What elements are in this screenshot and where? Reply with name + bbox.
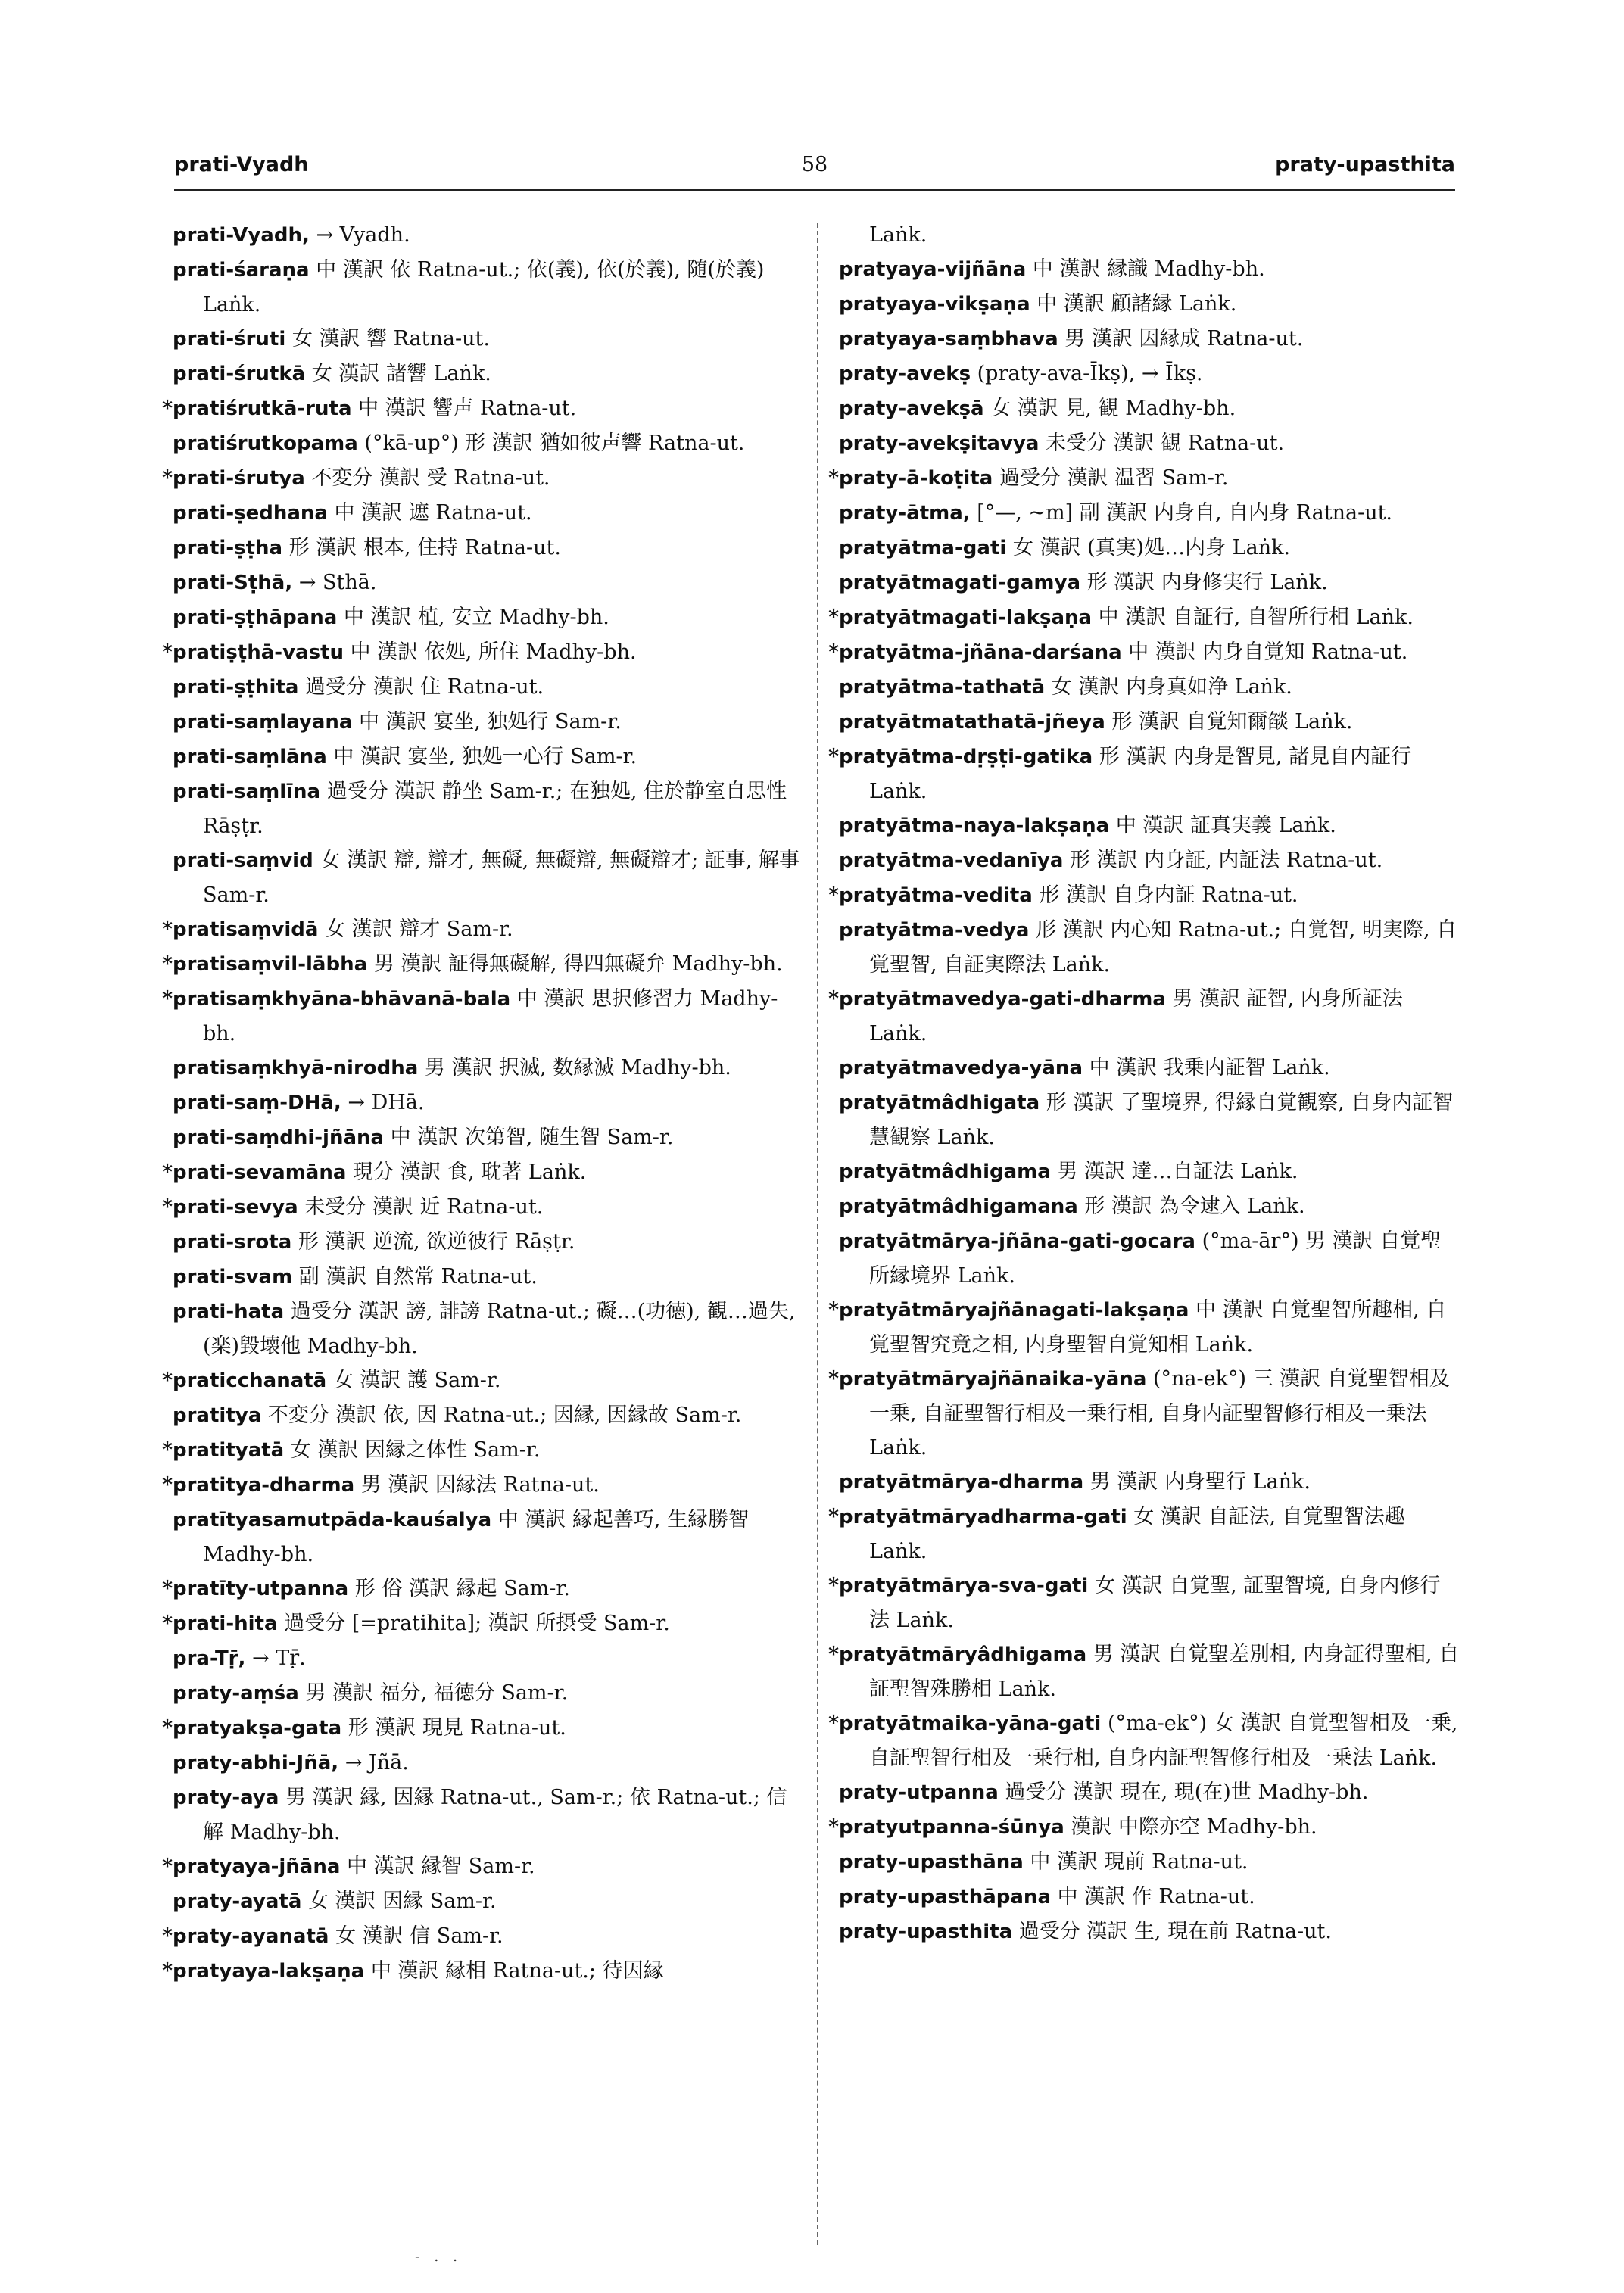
dictionary-entry [173, 774, 801, 843]
entry-gloss: 中 漢訳 自証行, 自智所行相 Laṅk. [1098, 606, 1414, 629]
entry-gloss: 男 漢訳 証得無礙解, 得四無礙弁 Madhy-bh. [373, 952, 783, 976]
entry-gloss: 未受分 漢訳 近 Ratna-ut. [304, 1195, 544, 1219]
dictionary-entry [828, 1500, 1460, 1569]
entry-headword: pratītyasamutpāda-kauśalya [173, 1509, 492, 1531]
entry-marker: * [162, 1473, 173, 1497]
entry-gloss: 男 漢訳 因縁成 Ratna-ut. [1064, 327, 1304, 350]
dictionary-entry [162, 635, 801, 670]
dictionary-entry [162, 982, 801, 1051]
entry-headword: praty-utpanna [839, 1781, 999, 1804]
entry-gloss: (°kā-up°) 形 漢訳 猶如彼声響 Ratna-ut. [364, 431, 745, 455]
entry-gloss: 不変分 漢訳 受 Ratna-ut. [311, 466, 550, 490]
dictionary-entry [162, 1433, 801, 1468]
entry-headword: prati-ṣṭha [173, 537, 283, 559]
dictionary-entry [828, 600, 1460, 635]
dictionary-entry [162, 1190, 801, 1225]
entry-marker: * [162, 640, 173, 664]
dictionary-entry [173, 1884, 801, 1919]
entry-gloss: 中 漢訳 縁起善巧, 生縁勝智 Madhy-bh. [203, 1508, 750, 1566]
entry-gloss: 女 漢訳 内身真如浄 Laṅk. [1051, 675, 1292, 699]
entry-headword: praty-upasthita [839, 1921, 1013, 1943]
entry-gloss: → Sthā. [298, 571, 377, 594]
dictionary-entry [173, 1676, 801, 1711]
dictionary-entry [839, 1154, 1460, 1189]
dictionary-entry [839, 705, 1460, 740]
entry-gloss: 女 漢訳 見, 観 Madhy-bh. [990, 397, 1236, 420]
entry-gloss: 中 漢訳 依 Ratna-ut.; 依(義), 依(於義), 随(於義) Laṅk. [203, 258, 765, 316]
entry-headword: pratyātmaika-yāna-gati [839, 1712, 1102, 1735]
entry-headword: pratyaya-saṃbhava [839, 328, 1058, 350]
entry-headword: pratisaṃvidā [173, 918, 319, 941]
entry-headword: pratyātma-vedya [839, 919, 1030, 942]
entry-headword: prati-Vyadh, [173, 224, 310, 247]
dictionary-entry [828, 1293, 1460, 1362]
dictionary-entry [173, 253, 801, 322]
dictionary-entry [839, 808, 1460, 843]
dictionary-entry [839, 1465, 1460, 1500]
dictionary-entry [828, 1810, 1460, 1845]
dictionary-entry [173, 670, 801, 705]
entry-gloss: 形 漢訳 自覚知爾燄 Laṅk. [1111, 710, 1353, 734]
entry-gloss: 女 漢訳 辯, 辯才, 無礙, 無礙辯, 無礙辯才; 証事, 解事 Sam-r. [203, 849, 800, 907]
dictionary-entry [162, 947, 801, 982]
entry-headword: pratyātma-jñāna-darśana [839, 641, 1122, 664]
entry-gloss: 男 漢訳 達…自証法 Laṅk. [1057, 1160, 1298, 1183]
entry-gloss: 中 漢訳 縁相 Ratna-ut.; 待因縁 [370, 1959, 664, 1983]
entry-marker: * [162, 1924, 173, 1948]
dictionary-entry [162, 461, 801, 496]
dictionary-entry [173, 496, 801, 531]
entry-gloss: (°ma-ār°) 男 漢訳 自覚聖所縁境界 Laṅk. [869, 1229, 1442, 1288]
entry-gloss: 中 漢訳 思択修習力 Madhy-bh. [203, 987, 778, 1045]
dictionary-entry [839, 843, 1460, 878]
entry-headword: pratyātmâdhigamana [839, 1195, 1078, 1218]
entry-headword: prati-hata [173, 1301, 285, 1323]
entry-headword: praty-ayanatā [173, 1925, 329, 1948]
entry-marker: * [162, 1959, 173, 1983]
entry-gloss: 中 漢訳 植, 安立 Madhy-bh. [343, 606, 609, 629]
entry-headword: pratyātma-naya-lakṣaṇa [839, 815, 1110, 837]
entry-gloss: → Tṝ. [251, 1647, 306, 1670]
dictionary-entry [839, 1775, 1460, 1810]
entry-gloss: 女 漢訳 辯才 Sam-r. [325, 918, 513, 941]
dictionary-entry [839, 1224, 1460, 1293]
entry-gloss: 女 漢訳 響 Ratna-ut. [291, 327, 490, 350]
entry-headword: prati-saṃlayana [173, 711, 353, 734]
dictionary-entry [839, 287, 1460, 322]
entry-marker: * [828, 606, 840, 629]
entry-gloss: 中 漢訳 宴坐, 独処一心行 Sam-r. [333, 745, 637, 768]
dictionary-entry [162, 912, 801, 947]
entry-gloss: 男 漢訳 因縁法 Ratna-ut. [360, 1473, 600, 1497]
footer-mark: - . . [415, 2247, 463, 2265]
entry-headword: prati-sevya [173, 1196, 298, 1219]
dictionary-entry [162, 1711, 801, 1746]
dictionary-entry [828, 461, 1460, 496]
entry-gloss: 女 漢訳 諸響 Laṅk. [311, 362, 491, 385]
dictionary-entry [173, 1641, 801, 1676]
entry-headword: prati-srota [173, 1231, 292, 1254]
entry-gloss: 中 漢訳 宴坐, 独処行 Sam-r. [359, 710, 622, 734]
dictionary-entry [828, 1362, 1460, 1465]
entry-gloss: 形 漢訳 内身証, 内証法 Ratna-ut. [1070, 849, 1383, 872]
dictionary-entry [173, 565, 801, 600]
entry-gloss: 中 漢訳 現前 Ratna-ut. [1030, 1850, 1248, 1874]
entry-headword: praty-aṃśa [173, 1682, 299, 1705]
dictionary-entry [173, 1120, 801, 1155]
dictionary-entry [839, 322, 1460, 357]
entry-marker: * [162, 952, 173, 976]
page-number: 58 [801, 153, 828, 176]
entry-gloss: 形 漢訳 現見 Ratna-ut. [348, 1716, 566, 1740]
entry-gloss: 中 漢訳 顧諸縁 Laṅk. [1036, 292, 1237, 316]
entry-gloss: → DHā. [348, 1091, 425, 1114]
dictionary-entry [839, 1051, 1460, 1086]
dictionary-entry [828, 740, 1460, 808]
entry-marker: * [162, 1195, 173, 1219]
entry-headword: prati-śrutya [173, 467, 305, 490]
entry-marker: * [828, 1367, 840, 1391]
dictionary-entry [173, 740, 801, 774]
dictionary-entry [839, 1086, 1460, 1154]
dictionary-entry [173, 426, 801, 461]
entry-gloss: 女 漢訳 因縁 Sam-r. [307, 1890, 497, 1913]
dictionary-entry [173, 357, 801, 391]
entry-headword: prati-saṃlīna [173, 780, 321, 803]
entry-headword: praty-ā-koṭita [839, 467, 993, 490]
entry-gloss: 過受分 漢訳 住 Ratna-ut. [305, 675, 544, 699]
entry-headword: prati-Sṭhā, [173, 572, 293, 594]
dictionary-entry [162, 1363, 801, 1398]
entry-gloss: 男 漢訳 証智, 内身所証法 Laṅk. [869, 987, 1403, 1045]
entry-gloss: 現分 漢訳 食, 耽著 Laṅk. [353, 1161, 587, 1184]
dictionary-entry [839, 252, 1460, 287]
entry-headword: praticchanatā [173, 1369, 327, 1392]
dictionary-entry [839, 218, 1460, 252]
dictionary-entry [828, 982, 1460, 1051]
dictionary-entry [162, 1572, 801, 1606]
entry-headword: pratyātmagati-lakṣaṇa [839, 606, 1093, 629]
entry-gloss: 中 漢訳 縁智 Sam-r. [347, 1855, 535, 1878]
entry-headword: pratyātmāryadharma-gati [839, 1506, 1127, 1528]
entry-headword: prati-saṃ-DHā, [173, 1092, 341, 1114]
entry-gloss: 中 漢訳 次第智, 随生智 Sam-r. [390, 1126, 674, 1149]
entry-marker: * [162, 1438, 173, 1462]
entry-headword: prati-ṣṭhita [173, 676, 299, 699]
right-column [828, 218, 1460, 2262]
entry-gloss: 女 漢訳 自証法, 自覚聖智法趣 Laṅk. [869, 1505, 1405, 1563]
entry-gloss: Laṅk. [869, 223, 927, 247]
entry-marker: * [162, 1855, 173, 1878]
entry-marker: * [828, 1505, 840, 1528]
entry-gloss: 過受分 漢訳 現在, 現(在)世 Madhy-bh. [1005, 1781, 1369, 1804]
entry-marker: * [162, 1716, 173, 1740]
dictionary-entry [173, 1086, 801, 1120]
entry-headword: pratyātma-tathatā [839, 676, 1046, 699]
dictionary-entry [173, 531, 801, 565]
entry-headword: praty-abhi-Jñā, [173, 1752, 339, 1774]
dictionary-entry [839, 1880, 1460, 1914]
entry-gloss: → Vyadh. [316, 223, 410, 247]
entry-gloss: 男 漢訳 縁, 因縁 Ratna-ut., Sam-r.; 依 Ratna-ut.; 信解 Madhy-bh. [203, 1786, 787, 1844]
dictionary-entry [839, 565, 1460, 600]
entry-headword: prati-hita [173, 1612, 278, 1635]
dictionary-entry [828, 1569, 1460, 1637]
dictionary-entry [162, 1155, 801, 1190]
entry-gloss: 形 俗 漢訳 縁起 Sam-r. [354, 1577, 570, 1600]
entry-gloss: 漢訳 中際亦空 Madhy-bh. [1071, 1815, 1317, 1839]
entry-headword: pratisaṃvil-lābha [173, 953, 368, 976]
entry-gloss: 中 漢訳 我乗内証智 Laṅk. [1089, 1056, 1330, 1080]
dictionary-entry [839, 1914, 1460, 1949]
entry-gloss: 不変分 漢訳 依, 因 Ratna-ut.; 因縁, 因縁故 Sam-r. [267, 1404, 742, 1427]
dictionary-entry [162, 1468, 801, 1503]
entry-gloss: 形 漢訳 了聖境界, 得縁自覚観察, 自身内証智慧観察 Laṅk. [869, 1091, 1454, 1149]
entry-gloss: 女 漢訳 信 Sam-r. [335, 1924, 503, 1948]
entry-headword: prati-saṃvid [173, 849, 313, 872]
entry-marker: * [828, 1298, 840, 1322]
entry-headword: pratisaṃkhyāna-bhāvanā-bala [173, 988, 511, 1011]
entry-marker: * [828, 1712, 840, 1735]
entry-gloss: 男 漢訳 択滅, 数縁滅 Madhy-bh. [424, 1056, 731, 1080]
dictionary-entry [162, 1849, 801, 1884]
entry-headword: pratyātmārya-jñāna-gati-gocara [839, 1230, 1195, 1253]
entry-headword: pratyaya-vikṣaṇa [839, 293, 1030, 316]
entry-headword: pratyātmāryajñānaika-yāna [839, 1368, 1147, 1391]
entry-marker: * [162, 466, 173, 490]
dictionary-entry [173, 1225, 801, 1260]
entry-headword: pratyātmavedya-yāna [839, 1057, 1083, 1080]
entry-marker: * [162, 1577, 173, 1600]
entry-headword: pratityatā [173, 1439, 285, 1462]
entry-headword: pratitya [173, 1404, 262, 1427]
entry-gloss: 中 漢訳 証真実義 Laṅk. [1115, 814, 1336, 837]
entry-headword: pratiśrutkopama [173, 432, 358, 455]
entry-headword: pratisaṃkhyā-nirodha [173, 1057, 419, 1080]
entry-headword: pratyātmatathatā-jñeya [839, 711, 1105, 734]
entry-headword: pratyātmāryajñānagati-lakṣaṇa [839, 1299, 1189, 1322]
entry-gloss: 中 漢訳 作 Ratna-ut. [1057, 1885, 1255, 1908]
entry-headword: pratyātmavedya-gati-dharma [839, 988, 1166, 1011]
entry-headword: praty-ātma, [839, 502, 971, 525]
entry-headword: prati-śrutkā [173, 363, 306, 385]
dictionary-entry [162, 1919, 801, 1954]
left-column [162, 218, 801, 2262]
entry-headword: praty-aya [173, 1787, 279, 1809]
entry-gloss: 形 漢訳 内身修実行 Laṅk. [1086, 571, 1328, 594]
entry-gloss: 女 漢訳 自覚聖, 証聖智境, 自身内修行法 Laṅk. [869, 1574, 1441, 1632]
dictionary-entry [839, 496, 1460, 531]
entry-headword: prati-saṃdhi-jñāna [173, 1126, 385, 1149]
dictionary-entry [173, 218, 801, 253]
dictionary-entry [828, 1637, 1460, 1706]
entry-gloss: 形 漢訳 自身内証 Ratna-ut. [1039, 883, 1298, 907]
entry-gloss: 過受分 漢訳 温習 Sam-r. [999, 466, 1229, 490]
entry-headword: prati-saṃlāna [173, 746, 327, 768]
entry-headword: prati-svam [173, 1266, 293, 1288]
entry-headword: praty-avekṣ [839, 363, 971, 385]
entry-gloss: 男 漢訳 福分, 福徳分 Sam-r. [305, 1681, 569, 1705]
entry-gloss: 形 漢訳 内身是智見, 諸見自内証行 Laṅk. [869, 745, 1412, 803]
entry-headword: prati-sevamāna [173, 1161, 347, 1184]
entry-gloss: 副 漢訳 自然常 Ratna-ut. [298, 1265, 538, 1288]
entry-gloss: 過受分 [=pratihita]; 漢訳 所摂受 Sam-r. [284, 1612, 670, 1635]
entry-gloss: 男 漢訳 内身聖行 Laṅk. [1089, 1470, 1311, 1494]
dictionary-entry [839, 426, 1460, 461]
entry-headword: pratyakṣa-gata [173, 1717, 342, 1740]
entry-gloss: 過受分 漢訳 謗, 誹謗 Ratna-ut.; 礙…(功徳), 観…過失, (楽)毀壊他 Madhy-bh. [203, 1300, 796, 1358]
entry-headword: praty-ayatā [173, 1890, 302, 1913]
entry-headword: pratyātmâdhigama [839, 1161, 1051, 1183]
entry-headword: prati-ṣedhana [173, 502, 328, 525]
entry-gloss: 過受分 漢訳 生, 現在前 Ratna-ut. [1018, 1920, 1332, 1943]
entry-headword: praty-upasthāpana [839, 1886, 1051, 1908]
entry-headword: prati-ṣṭhāpana [173, 606, 338, 629]
entry-gloss: 形 漢訳 根本, 住持 Ratna-ut. [288, 536, 561, 559]
page-header [174, 153, 1455, 191]
entry-gloss: 男 漢訳 自覚聖差別相, 内身証得聖相, 自証聖智殊勝相 Laṅk. [869, 1643, 1460, 1701]
entry-gloss: 中 漢訳 依処, 所住 Madhy-bh. [350, 640, 637, 664]
dictionary-entry [173, 1746, 801, 1781]
dictionary-entry [173, 1503, 801, 1572]
entry-marker: * [162, 1369, 173, 1392]
entry-marker: * [162, 397, 173, 420]
entry-gloss: → Jñā. [344, 1751, 409, 1774]
dictionary-entry [173, 1781, 801, 1849]
entry-gloss: 女 漢訳 護 Sam-r. [332, 1369, 501, 1392]
entry-gloss: 中 漢訳 縁識 Madhy-bh. [1032, 257, 1265, 281]
entry-headword: praty-avekṣā [839, 397, 984, 420]
dictionary-entry [173, 705, 801, 740]
entry-marker: * [828, 1643, 840, 1666]
dictionary-entry [173, 1294, 801, 1363]
dictionary-entry [839, 670, 1460, 705]
entry-marker: * [828, 466, 840, 490]
dictionary-entry [828, 635, 1460, 670]
dictionary-entry [828, 1706, 1460, 1775]
entry-gloss: 女 漢訳 (真実)処…内身 Laṅk. [1012, 536, 1291, 559]
entry-marker: * [828, 1815, 840, 1839]
entry-headword: pratyātmagati-gamya [839, 572, 1080, 594]
entry-headword: prati-śruti [173, 328, 286, 350]
entry-headword: pratyaya-jñāna [173, 1855, 341, 1878]
entry-gloss: (praty-ava-Īkṣ), → Īkṣ. [977, 362, 1203, 385]
entry-gloss: 中 漢訳 内身自覚知 Ratna-ut. [1128, 640, 1408, 664]
entry-marker: * [162, 1612, 173, 1635]
entry-gloss: 未受分 漢訳 観 Ratna-ut. [1045, 431, 1285, 455]
dictionary-entry [839, 391, 1460, 426]
column-divider [817, 223, 818, 2245]
header-right-guideword: praty-upasthita [1275, 153, 1455, 176]
entry-headword: pratyātma-vedanīya [839, 849, 1064, 872]
entry-gloss: 中 漢訳 自覚聖智所趣相, 自覚聖智究竟之相, 内身聖智自覚知相 Laṅk. [869, 1298, 1447, 1357]
dictionary-entry [173, 1051, 801, 1086]
entry-marker: * [828, 883, 840, 907]
dictionary-entry [173, 322, 801, 357]
dictionary-entry [839, 357, 1460, 391]
entry-marker: * [162, 918, 173, 941]
entry-headword: pratyātma-vedita [839, 884, 1033, 907]
dictionary-entry [839, 1845, 1460, 1880]
entry-gloss: 形 漢訳 逆流, 欲逆彼行 Rāṣṭr. [298, 1230, 575, 1254]
entry-gloss: 女 漢訳 因縁之体性 Sam-r. [290, 1438, 541, 1462]
entry-headword: prati-śaraṇa [173, 259, 310, 282]
entry-headword: pratyātmārya-sva-gati [839, 1575, 1089, 1597]
dictionary-entry [839, 531, 1460, 565]
entry-marker: * [828, 640, 840, 664]
dictionary-entry [173, 1260, 801, 1294]
entry-gloss: 形 漢訳 為令逮入 Laṅk. [1084, 1195, 1305, 1218]
entry-marker: * [162, 987, 173, 1011]
entry-headword: pratyaya-vijñāna [839, 258, 1027, 281]
dictionary-entry [839, 913, 1460, 982]
entry-headword: pratyaya-lakṣaṇa [173, 1960, 365, 1983]
dictionary-entry [162, 391, 801, 426]
entry-gloss: 過受分 漢訳 静坐 Sam-r.; 在独処, 住於静室自思性 Rāṣṭr. [203, 780, 787, 838]
dictionary-entry [173, 600, 801, 635]
entry-gloss: [°—, ~m] 副 漢訳 内身自, 自内身 Ratna-ut. [977, 501, 1393, 525]
entry-gloss: (°ma-ek°) 女 漢訳 自覚聖智相及一乗, 自証聖智行相及一乗行相, 自身内証聖智修行相及一乗法 Laṅk. [869, 1712, 1458, 1770]
entry-headword: pratyātmāryâdhigama [839, 1643, 1087, 1666]
entry-gloss: (°na-ek°) 三 漢訳 自覚聖智相及一乗, 自証聖智行相及一乗行相, 自身内証聖智修行相及一乗法 Laṅk. [869, 1367, 1450, 1460]
header-left-guideword: prati-Vyadh [174, 153, 309, 176]
entry-headword: praty-upasthāna [839, 1851, 1024, 1874]
entry-marker: * [162, 1161, 173, 1184]
entry-headword: pratyutpanna-śūnya [839, 1816, 1064, 1839]
entry-headword: pratiśrutkā-ruta [173, 397, 352, 420]
dictionary-entry [828, 878, 1460, 913]
entry-headword: pratyātmâdhigata [839, 1092, 1040, 1114]
dictionary-entry [162, 1606, 801, 1641]
entry-headword: pratitya-dharma [173, 1474, 355, 1497]
entry-headword: pratyātma-dṛṣṭi-gatika [839, 746, 1093, 768]
dictionary-entry [173, 843, 801, 912]
entry-headword: pra-Tṝ, [173, 1647, 246, 1670]
entry-gloss: 中 漢訳 遮 Ratna-ut. [334, 501, 532, 525]
entry-gloss: 形 漢訳 内心知 Ratna-ut.; 自覚智, 明実際, 自覚聖智, 自証実際法 Laṅk. [869, 918, 1457, 977]
entry-headword: pratyātmārya-dharma [839, 1471, 1084, 1494]
entry-marker: * [828, 987, 840, 1011]
dictionary-entry [162, 1954, 801, 1989]
entry-headword: praty-avekṣitavya [839, 432, 1040, 455]
entry-headword: pratyātma-gati [839, 537, 1007, 559]
dictionary-entry [173, 1398, 801, 1433]
entry-headword: pratīty-utpanna [173, 1578, 349, 1600]
entry-gloss: 中 漢訳 響声 Ratna-ut. [358, 397, 577, 420]
entry-marker: * [828, 1574, 840, 1597]
entry-headword: pratiṣṭhā-vastu [173, 641, 344, 664]
entry-marker: * [828, 745, 840, 768]
dictionary-entry [839, 1189, 1460, 1224]
